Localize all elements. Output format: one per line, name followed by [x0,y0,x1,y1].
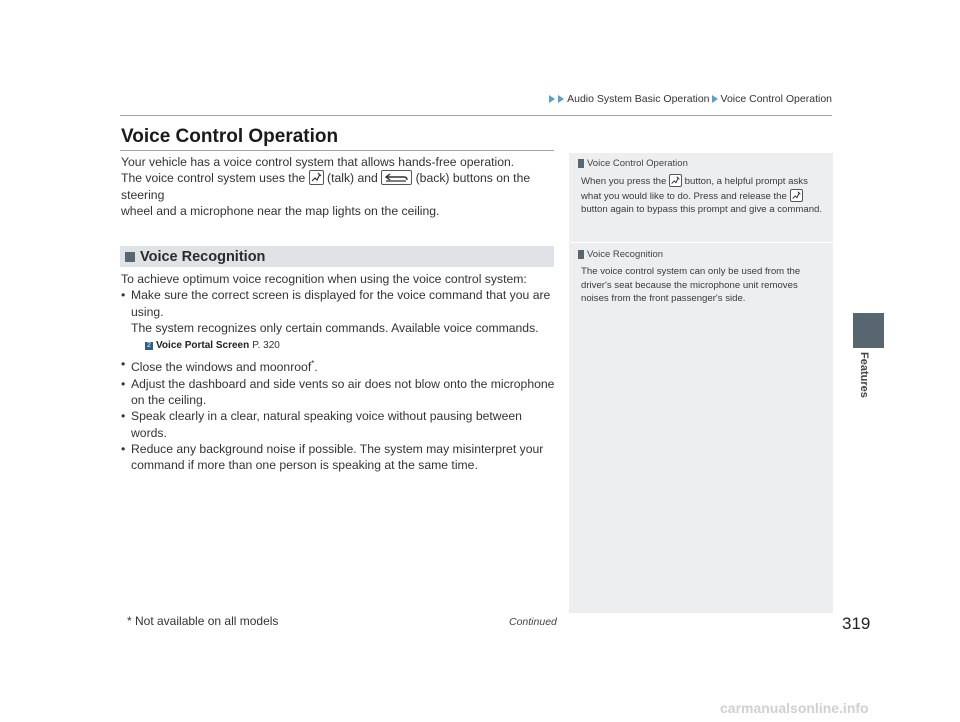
sidebar-notes [569,153,833,613]
continued-label: Continued [509,616,557,628]
note-text: button, a helpful prompt asks what you would like to do. Press and release the [581,176,808,202]
section-header [120,246,554,267]
intro-text: (back) buttons on the steering [121,171,531,202]
section-square-icon [125,252,135,262]
talk-button-icon [790,189,803,202]
header-divider [120,115,832,116]
title-divider [120,150,554,151]
bullet-text: Close the windows and moonroof [131,360,312,375]
breadcrumb-arrow-icon [712,95,718,103]
note-voice-recognition [578,248,826,305]
reference-page: P. 320 [252,340,280,352]
section-body [121,271,561,474]
breadcrumb-parent[interactable]: Audio System Basic Operation [567,93,710,105]
note-text: The voice control system can only be used from the driver's seat because the microphone unit removes noises from the front passenger's side. [581,266,801,304]
bullet-text: The system recognizes only certain commands. Available voice commands. [131,320,539,335]
back-button-icon [381,170,412,185]
bullet-item: • Reduce any background noise if possible. The system may misinterpret your command if more than one person is speaking at the same time. [121,441,561,474]
intro-line: Your vehicle has a voice control system that allows hands-free operation. [121,155,515,169]
cross-reference[interactable] [145,338,561,354]
note-text: button again to bypass this prompt and give a command. [581,203,823,215]
intro-paragraph [121,154,561,220]
note-text: When you press the [581,176,667,188]
bullet-text: Adjust the dashboard and side vents so air does not blow onto the microphone on the ceiling. [131,376,555,408]
intro-text: The voice control system uses the [121,171,306,186]
reference-label[interactable]: Voice Portal Screen [156,340,250,352]
note-heading: Voice Control Operation [587,158,688,169]
intro-text: (talk) and [327,171,378,186]
bullet-item: • Speak clearly in a clear, natural speaking voice without pausing between words. [121,408,561,441]
breadcrumb-arrow-icon [558,95,564,103]
section-lead: To achieve optimum voice recognition when using the voice control system: [121,272,527,286]
bullet-text: Make sure the correct screen is displayed for the voice command that you are using. [131,288,551,319]
page-number: 319 [842,614,871,633]
note-voice-control [578,157,826,216]
bullet-item: • Make sure the correct screen is displayed for the voice command that you are using. The system recognizes only certain commands. Available voice commands. 2 Voice Portal Screen P. 320 [121,287,561,356]
reference-arrow-icon: 2 [145,342,153,350]
breadcrumb-current: Voice Control Operation [720,93,832,105]
bullet-text: Reduce any background noise if possible. The system may misinterpret your command if more than one person is speaking at the same time. [131,442,544,473]
breadcrumb-arrow-icon [549,95,555,103]
talk-button-icon [309,170,324,185]
bullet-item: • Adjust the dashboard and side vents so air does not blow onto the microphone on the ceiling. [121,376,561,409]
footnote-mark: * [311,359,315,369]
note-marker-icon [578,250,584,259]
intro-line [121,170,561,203]
chapter-tab[interactable] [853,313,884,348]
note-marker-icon [578,159,584,168]
note-heading: Voice Recognition [587,249,664,260]
talk-button-icon [669,174,682,187]
bullet-text: Speak clearly in a clear, natural speaking voice without pausing between words. [131,409,522,440]
breadcrumb [549,93,832,105]
bullet-text: . [314,360,318,375]
note-divider [569,242,833,243]
intro-line: wheel and a microphone near the map lights on the ceiling. [121,204,440,219]
page-title: Voice Control Operation [121,126,339,147]
bullet-item: • Close the windows and moonroof*. [121,357,318,375]
chapter-tab-label: Features [858,352,870,398]
watermark: carmanualsonline.info [720,700,869,716]
footnote: * Not available on all models [127,614,279,628]
section-title: Voice Recognition [140,248,266,265]
